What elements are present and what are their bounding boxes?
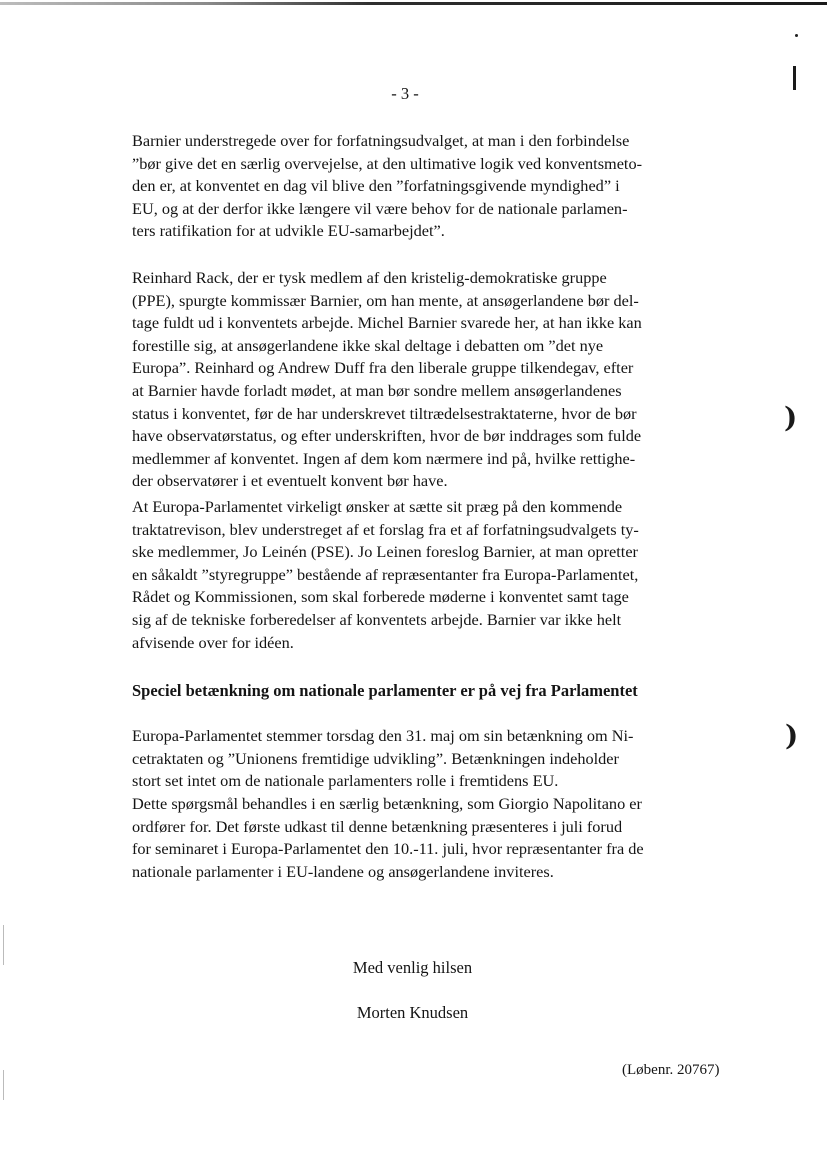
text-line: traktatrevison, blev understreget af et forslag fra et af forfatningsudvalgets ty- bbox=[132, 519, 639, 539]
text-line: ordfører for. Det første udkast til denne betænkning præsenteres i juli forud bbox=[132, 816, 623, 836]
binder-clip-mark-middle: ) bbox=[784, 401, 798, 434]
text-line: Rådet og Kommissionen, som skal forberede møderne i konventet samt tage bbox=[132, 587, 629, 607]
scan-left-edge-line bbox=[3, 925, 4, 965]
text-line: sig af de tekniske forberedelser af konventets arbejde. Barnier var ikke helt bbox=[132, 609, 622, 629]
text-line: medlemmer af konventet. Ingen af dem kom nærmere ind på, hvilke rettighe- bbox=[132, 448, 636, 468]
punch-hole-mark-top bbox=[793, 66, 796, 90]
text-line: At Europa-Parlamentet virkeligt ønsker at sætte sit præg på den kommende bbox=[132, 497, 623, 516]
scan-left-edge-line bbox=[3, 1070, 4, 1100]
text-line: ske medlemmer, Jo Leinén (PSE). Jo Leinen foreslog Barnier, at man opretter bbox=[132, 542, 638, 562]
text-line: ters ratifikation for at udvikle EU-samarbejdet”. bbox=[132, 221, 445, 241]
text-line: forestille sig, at ansøgerlandene ikke skal deltage i debatten om ”det nye bbox=[132, 335, 604, 355]
text-line: afvisende over for idéen. bbox=[132, 632, 294, 652]
binder-clip-mark-lower: ) bbox=[785, 719, 799, 752]
text-line: der observatører i et eventuelt konvent bør have. bbox=[132, 471, 448, 491]
signer-name: Morten Knudsen bbox=[356, 1003, 469, 1022]
text-line: for seminaret i Europa-Parlamentet den 10.-11. juli, hvor repræsentanter fra de bbox=[132, 839, 644, 859]
scan-top-edge bbox=[0, 2, 827, 5]
paragraph-napolitano-report bbox=[132, 793, 742, 883]
text-line: en såkaldt ”styregruppe” bestående af repræsentanter fra Europa-Parlamentet, bbox=[132, 564, 639, 584]
closing-greeting: Med venlig hilsen bbox=[352, 958, 473, 977]
text-line: nationale parlamenter i EU-landene og ansøgerlandene inviteres. bbox=[132, 861, 554, 881]
section-heading: Speciel betænkning om nationale parlamenter er på vej fra Parlamentet bbox=[132, 681, 638, 700]
text-line: Europa-Parlamentet stemmer torsdag den 31. maj om sin betænkning om Ni- bbox=[132, 726, 634, 745]
text-line: den er, at konventet en dag vil blive den ”forfatningsgivende myndighed” i bbox=[132, 176, 620, 196]
text-line: at Barnier havde forladt mødet, at man bør sondre mellem ansøgerlandenes bbox=[132, 380, 622, 400]
text-line: Europa”. Reinhard og Andrew Duff fra den liberale gruppe tilkendegav, efter bbox=[132, 358, 634, 378]
text-line: EU, og at der derfor ikke længere vil være behov for de nationale parlamen- bbox=[132, 198, 628, 218]
reference-number: (Løbenr. 20767) bbox=[622, 1062, 720, 1078]
paragraph-barnier-statement bbox=[132, 130, 742, 243]
text-line: stort set intet om de nationale parlamenters rolle i fremtidens EU. bbox=[132, 771, 559, 791]
text-line: Barnier understregede over for forfatningsudvalget, at man i den forbindelse bbox=[132, 131, 630, 150]
page-number: - 3 - bbox=[391, 84, 419, 103]
paragraph-europa-parlamentet bbox=[132, 496, 742, 654]
paragraph-reinhard-rack bbox=[132, 267, 742, 493]
scan-speck bbox=[795, 34, 798, 37]
text-line: Reinhard Rack, der er tysk medlem af den kristelig-demokratiske gruppe bbox=[132, 268, 607, 287]
paragraph-vote-thursday bbox=[132, 725, 742, 793]
text-line: have observatørstatus, og efter underskriften, hvor de bør inddrages som fulde bbox=[132, 426, 642, 446]
text-line: status i konventet, før de har underskrevet tiltrædelsestraktaterne, hvor de bør bbox=[132, 403, 637, 423]
text-line: ”bør give det en særlig overvejelse, at den ultimative logik ved konventsmeto- bbox=[132, 153, 643, 173]
text-line: tage fuldt ud i konventets arbejde. Michel Barnier svarede her, at han ikke kan bbox=[132, 313, 642, 333]
text-line: Dette spørgsmål behandles i en særlig betænkning, som Giorgio Napolitano er bbox=[132, 794, 642, 813]
text-line: (PPE), spurgte kommissær Barnier, om han mente, at ansøgerlandene bør del- bbox=[132, 290, 639, 310]
text-line: cetraktaten og ”Unionens fremtidige udvikling”. Betænkningen indeholder bbox=[132, 748, 619, 768]
